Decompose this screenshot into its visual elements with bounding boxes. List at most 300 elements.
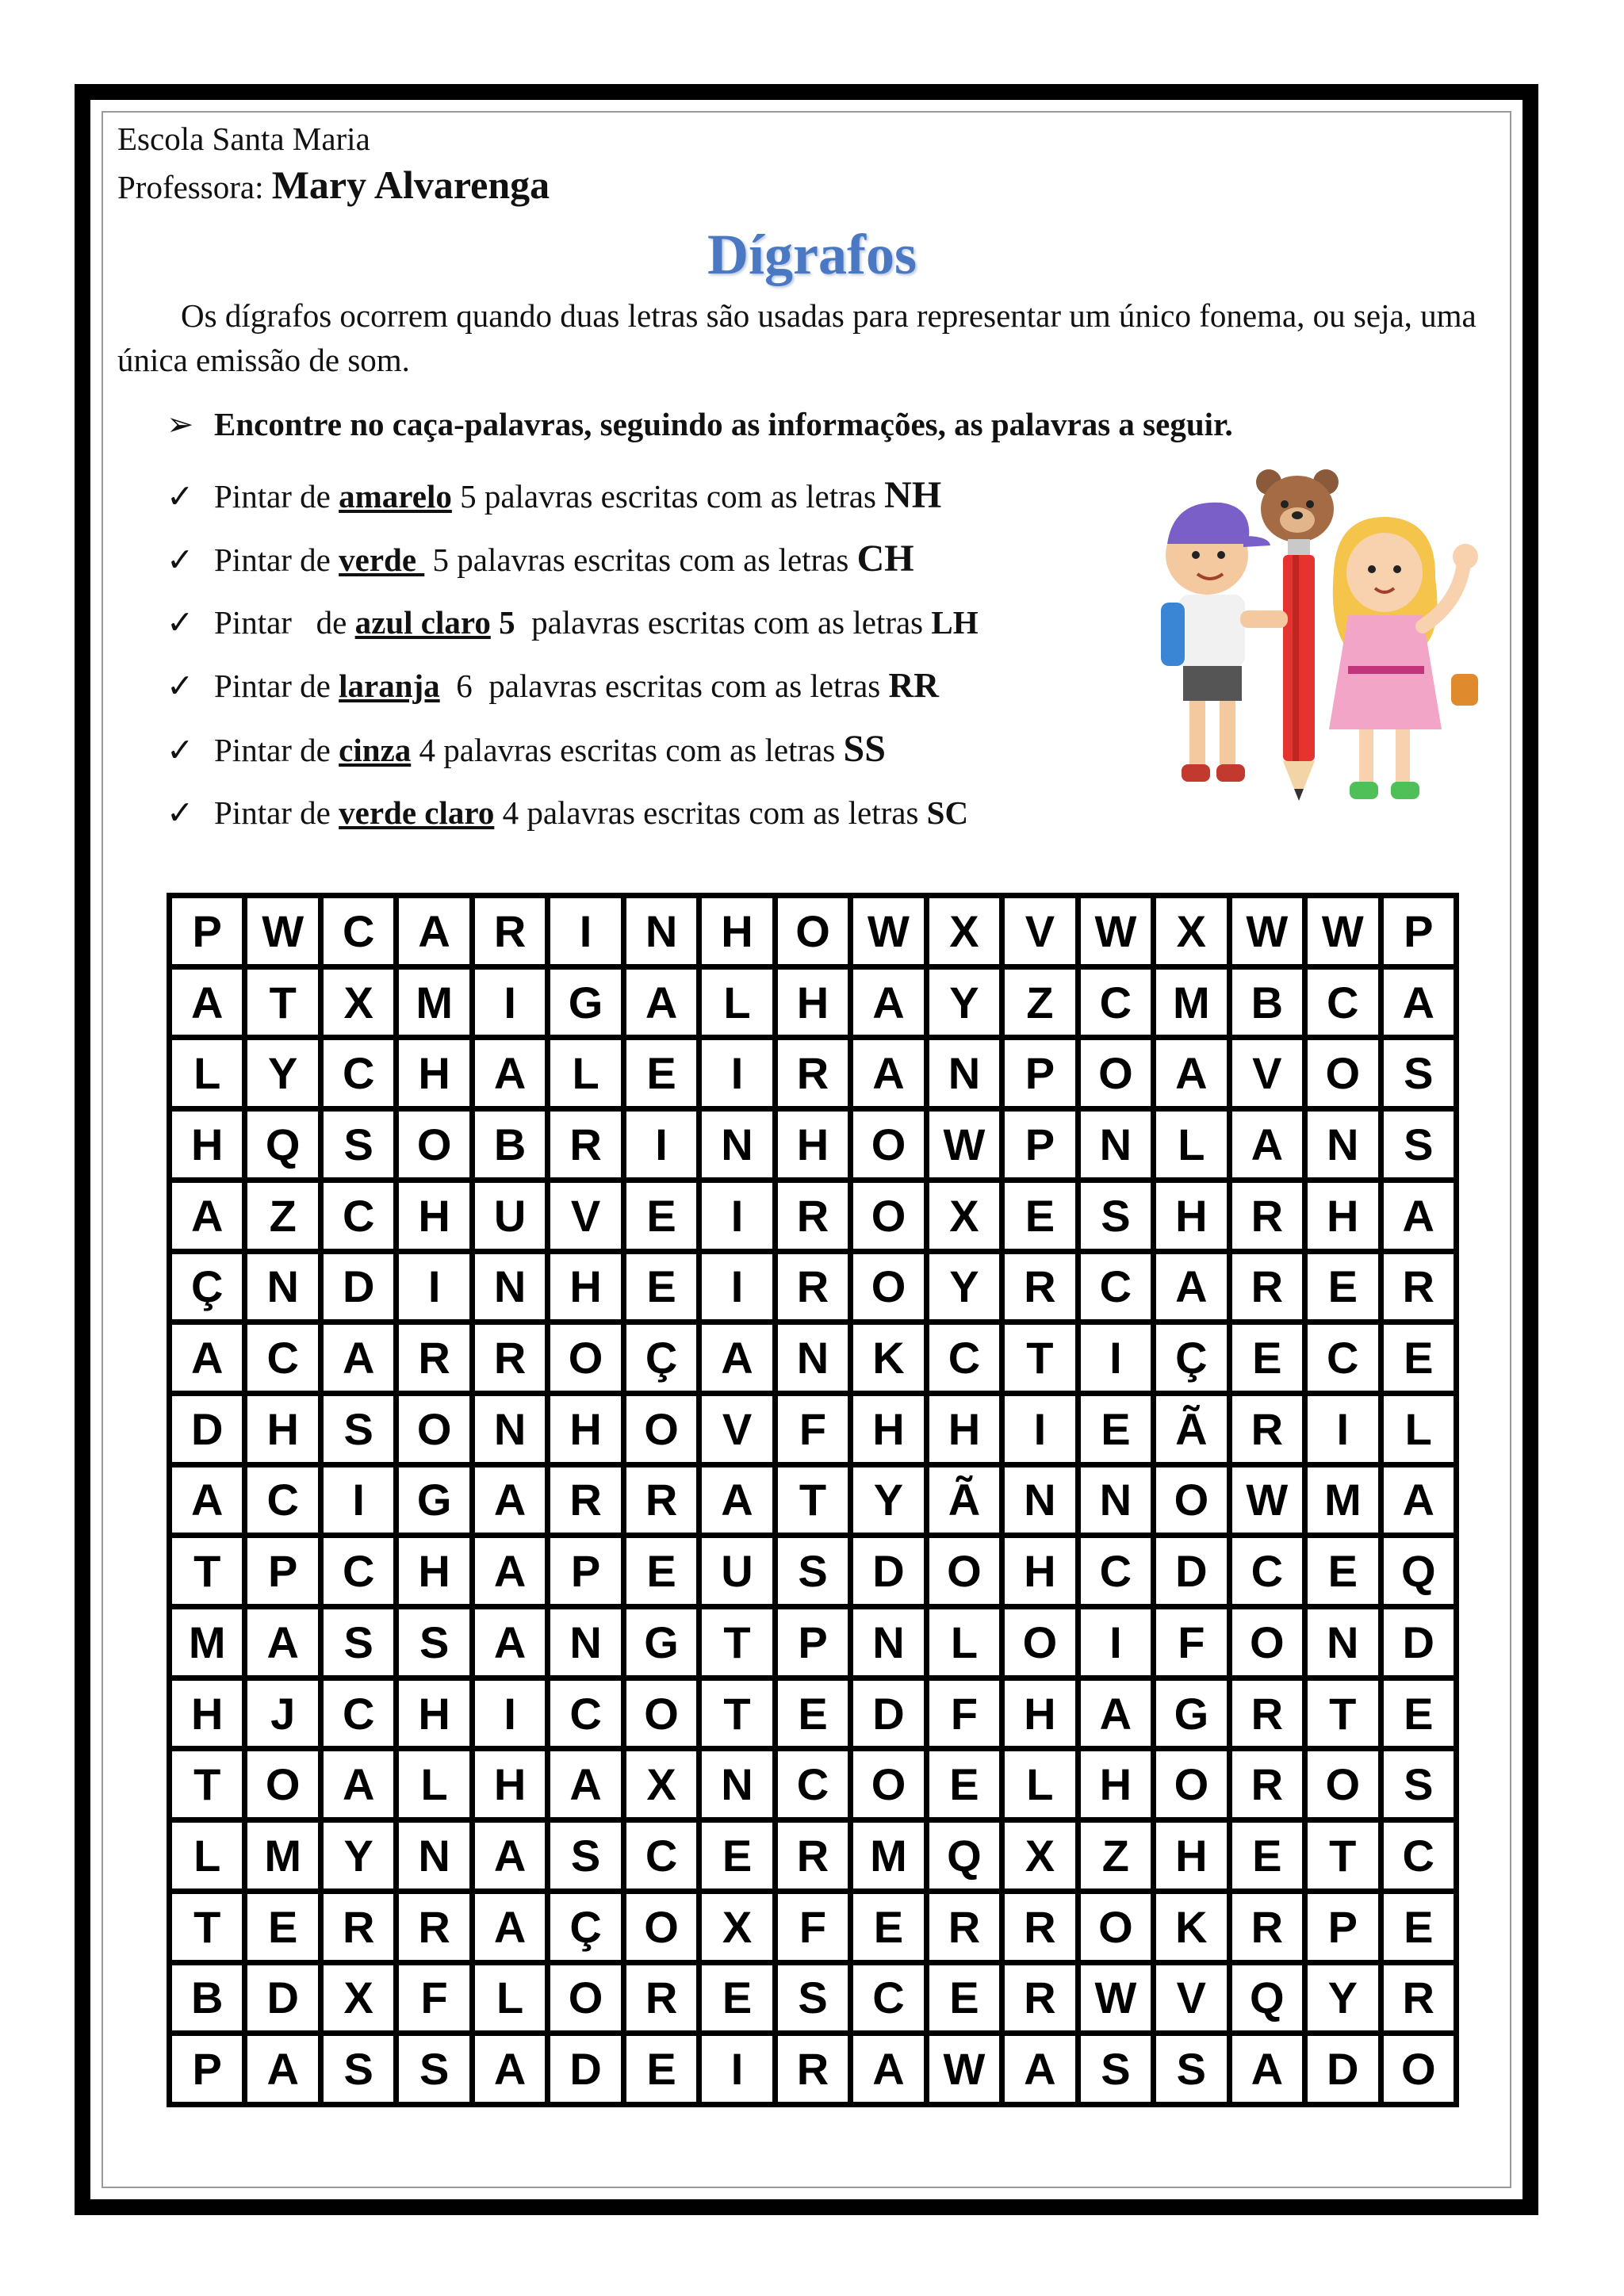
grid-cell[interactable]: O <box>1232 1609 1302 1675</box>
grid-cell[interactable]: F <box>1156 1609 1226 1675</box>
grid-cell[interactable]: E <box>1081 1396 1151 1462</box>
grid-cell[interactable]: H <box>399 1040 469 1106</box>
grid-cell[interactable]: P <box>247 1538 317 1604</box>
grid-cell[interactable]: V <box>1005 898 1074 964</box>
teacher-label: Professora: <box>117 169 264 205</box>
grid-cell[interactable]: R <box>324 1894 393 1960</box>
grid-cell[interactable]: A <box>324 1751 393 1817</box>
grid-cell[interactable]: R <box>778 1040 848 1106</box>
grid-cell[interactable]: Ç <box>172 1254 242 1320</box>
grid-cell[interactable]: R <box>1384 1965 1454 2031</box>
grid-cell[interactable]: R <box>1232 1894 1302 1960</box>
grid-cell[interactable]: L <box>1005 1751 1074 1817</box>
grid-cell[interactable]: H <box>1005 1681 1074 1747</box>
grid-cell[interactable]: Y <box>247 1040 317 1106</box>
grid-cell[interactable]: H <box>778 1112 848 1177</box>
grid-cell[interactable]: E <box>1308 1538 1377 1604</box>
grid-cell[interactable]: I <box>1081 1325 1151 1391</box>
grid-cell[interactable]: E <box>1384 1325 1454 1391</box>
grid-cell[interactable]: I <box>475 970 545 1035</box>
grid-cell[interactable]: N <box>475 1254 545 1320</box>
grid-cell[interactable]: R <box>1232 1396 1302 1462</box>
grid-cell[interactable]: T <box>702 1681 772 1747</box>
grid-cell[interactable]: Y <box>853 1468 923 1533</box>
checkmark-icon: ✓ <box>167 731 194 769</box>
grid-cell[interactable]: C <box>1081 970 1151 1035</box>
grid-cell[interactable]: B <box>1232 970 1302 1035</box>
grid-cell[interactable]: T <box>1005 1325 1074 1391</box>
grid-cell[interactable]: M <box>853 1823 923 1888</box>
grid-cell[interactable]: I <box>702 1254 772 1320</box>
grid-cell[interactable]: R <box>399 1894 469 1960</box>
grid-cell[interactable]: S <box>1156 2036 1226 2102</box>
grid-cell[interactable]: X <box>1156 898 1226 964</box>
grid-cell[interactable]: W <box>929 2036 999 2102</box>
grid-cell[interactable]: H <box>172 1681 242 1747</box>
grid-cell[interactable]: H <box>1156 1823 1226 1888</box>
grid-cell[interactable]: R <box>1005 1254 1074 1320</box>
grid-cell[interactable]: S <box>1081 1183 1151 1249</box>
grid-cell[interactable]: W <box>853 898 923 964</box>
grid-cell[interactable]: A <box>1081 1681 1151 1747</box>
grid-cell[interactable]: R <box>475 898 545 964</box>
task-middle: 6 palavras escritas com as letras <box>439 668 889 704</box>
grid-cell[interactable]: A <box>172 1468 242 1533</box>
grid-cell[interactable]: O <box>929 1538 999 1604</box>
grid-cell[interactable]: C <box>1384 1823 1454 1888</box>
grid-cell[interactable]: S <box>1081 2036 1151 2102</box>
grid-cell[interactable]: X <box>324 970 393 1035</box>
grid-cell[interactable]: M <box>1156 970 1226 1035</box>
grid-cell[interactable]: T <box>247 970 317 1035</box>
task-list <box>167 464 979 844</box>
grid-cell[interactable]: A <box>702 1325 772 1391</box>
grid-cell[interactable]: N <box>1308 1112 1377 1177</box>
grid-cell[interactable]: H <box>778 970 848 1035</box>
grid-cell[interactable]: S <box>1384 1751 1454 1817</box>
grid-cell[interactable]: T <box>1308 1681 1377 1747</box>
grid-cell[interactable]: P <box>1005 1040 1074 1106</box>
grid-cell[interactable]: N <box>702 1112 772 1177</box>
grid-cell[interactable]: G <box>626 1609 696 1675</box>
grid-cell[interactable]: I <box>399 1254 469 1320</box>
grid-cell[interactable]: I <box>1081 1609 1151 1675</box>
grid-cell[interactable]: O <box>1308 1040 1377 1106</box>
grid-cell[interactable]: O <box>853 1183 923 1249</box>
grid-cell[interactable]: E <box>702 1965 772 2031</box>
grid-cell[interactable]: R <box>550 1112 620 1177</box>
grid-cell[interactable]: Q <box>1384 1538 1454 1604</box>
grid-cell[interactable]: R <box>1005 1894 1074 1960</box>
instruction-text: Encontre no caça-palavras, seguindo as informações, as palavras a seguir. <box>214 406 1233 442</box>
grid-cell[interactable]: H <box>399 1538 469 1604</box>
grid-cell[interactable]: A <box>853 1040 923 1106</box>
grid-cell[interactable]: O <box>399 1112 469 1177</box>
grid-cell[interactable]: F <box>929 1681 999 1747</box>
grid-cell[interactable]: M <box>399 970 469 1035</box>
grid-cell[interactable]: N <box>702 1751 772 1817</box>
grid-cell[interactable]: X <box>929 1183 999 1249</box>
grid-cell[interactable]: N <box>929 1040 999 1106</box>
grid-cell[interactable]: A <box>475 1823 545 1888</box>
grid-cell[interactable]: A <box>172 970 242 1035</box>
grid-cell[interactable]: P <box>1005 1112 1074 1177</box>
grid-cell[interactable]: I <box>702 2036 772 2102</box>
grid-cell[interactable]: A <box>1156 1254 1226 1320</box>
grid-cell[interactable]: T <box>778 1468 848 1533</box>
grid-cell[interactable]: N <box>853 1609 923 1675</box>
grid-cell[interactable]: E <box>626 1538 696 1604</box>
grid-cell[interactable]: H <box>399 1183 469 1249</box>
grid-cell[interactable]: O <box>853 1751 923 1817</box>
grid-cell[interactable]: T <box>172 1894 242 1960</box>
grid-cell[interactable]: N <box>1081 1112 1151 1177</box>
grid-cell[interactable]: O <box>853 1112 923 1177</box>
grid-cell[interactable]: G <box>1156 1681 1226 1747</box>
task-prefix: Pintar de <box>214 794 339 831</box>
checkmark-icon: ✓ <box>167 667 194 705</box>
grid-cell[interactable]: S <box>1384 1112 1454 1177</box>
grid-cell[interactable]: C <box>1308 970 1377 1035</box>
grid-cell[interactable]: L <box>172 1040 242 1106</box>
grid-cell[interactable]: C <box>324 898 393 964</box>
grid-cell[interactable]: A <box>1232 1112 1302 1177</box>
grid-cell[interactable]: I <box>702 1040 772 1106</box>
grid-cell[interactable]: R <box>626 1468 696 1533</box>
grid-cell[interactable]: H <box>702 898 772 964</box>
grid-cell[interactable]: M <box>1308 1468 1377 1533</box>
grid-cell[interactable]: S <box>399 2036 469 2102</box>
grid-cell[interactable]: A <box>475 1609 545 1675</box>
grid-cell[interactable]: N <box>399 1823 469 1888</box>
grid-cell[interactable]: Ã <box>1156 1396 1226 1462</box>
grid-cell[interactable]: O <box>1308 1751 1377 1817</box>
grid-cell[interactable]: E <box>853 1894 923 1960</box>
grid-cell[interactable]: O <box>550 1325 620 1391</box>
grid-cell[interactable]: S <box>550 1823 620 1888</box>
grid-cell[interactable]: N <box>1005 1468 1074 1533</box>
grid-cell[interactable]: W <box>929 1112 999 1177</box>
grid-cell[interactable]: D <box>853 1538 923 1604</box>
grid-cell[interactable]: N <box>550 1609 620 1675</box>
grid-cell[interactable]: R <box>929 1894 999 1960</box>
grid-cell[interactable]: A <box>626 970 696 1035</box>
grid-cell[interactable]: R <box>1005 1965 1074 2031</box>
grid-cell[interactable]: Z <box>1005 970 1074 1035</box>
grid-cell[interactable]: P <box>172 2036 242 2102</box>
grid-cell[interactable]: R <box>1232 1183 1302 1249</box>
grid-cell[interactable]: A <box>475 1538 545 1604</box>
grid-cell[interactable]: Ç <box>1156 1325 1226 1391</box>
grid-cell[interactable]: I <box>324 1468 393 1533</box>
arrowhead-bullet-icon: ➢ <box>167 405 194 443</box>
grid-cell[interactable]: N <box>778 1325 848 1391</box>
grid-cell[interactable]: L <box>550 1040 620 1106</box>
grid-cell[interactable]: R <box>778 1183 848 1249</box>
grid-cell[interactable]: D <box>853 1681 923 1747</box>
grid-cell[interactable]: A <box>1384 1468 1454 1533</box>
grid-cell[interactable]: C <box>324 1538 393 1604</box>
grid-cell[interactable]: C <box>324 1040 393 1106</box>
grid-cell[interactable]: P <box>550 1538 620 1604</box>
grid-cell[interactable]: H <box>247 1396 317 1462</box>
grid-cell[interactable]: Q <box>247 1112 317 1177</box>
grid-cell[interactable]: C <box>1081 1254 1151 1320</box>
grid-cell[interactable]: K <box>853 1325 923 1391</box>
grid-cell[interactable]: I <box>702 1183 772 1249</box>
grid-cell[interactable]: K <box>1156 1894 1226 1960</box>
grid-cell[interactable]: A <box>1384 970 1454 1035</box>
grid-cell[interactable]: P <box>1308 1894 1377 1960</box>
grid-cell[interactable]: Q <box>1232 1965 1302 2031</box>
grid-cell[interactable]: H <box>399 1681 469 1747</box>
grid-cell[interactable]: W <box>1232 1468 1302 1533</box>
grid-cell[interactable]: I <box>475 1681 545 1747</box>
grid-cell[interactable]: C <box>247 1468 317 1533</box>
grid-cell[interactable]: R <box>778 2036 848 2102</box>
grid-cell[interactable]: C <box>550 1681 620 1747</box>
grid-cell[interactable]: C <box>778 1751 848 1817</box>
grid-cell[interactable]: L <box>399 1751 469 1817</box>
grid-cell[interactable]: O <box>626 1396 696 1462</box>
grid-cell[interactable]: H <box>550 1396 620 1462</box>
grid-cell[interactable]: D <box>324 1254 393 1320</box>
grid-cell[interactable]: Ç <box>626 1325 696 1391</box>
grid-cell[interactable]: R <box>399 1325 469 1391</box>
grid-cell[interactable]: P <box>172 898 242 964</box>
grid-cell[interactable]: W <box>1081 1965 1151 2031</box>
grid-cell[interactable]: C <box>929 1325 999 1391</box>
grid-cell[interactable]: Z <box>1081 1823 1151 1888</box>
grid-cell[interactable]: W <box>1232 898 1302 964</box>
grid-cell[interactable]: L <box>929 1609 999 1675</box>
grid-cell[interactable]: C <box>1232 1538 1302 1604</box>
grid-cell[interactable]: P <box>1384 898 1454 964</box>
grid-cell[interactable]: F <box>778 1894 848 1960</box>
grid-cell[interactable]: R <box>778 1823 848 1888</box>
grid-cell[interactable]: Y <box>929 970 999 1035</box>
grid-cell[interactable]: L <box>1384 1396 1454 1462</box>
grid-cell[interactable]: A <box>853 2036 923 2102</box>
grid-cell[interactable]: A <box>475 1040 545 1106</box>
grid-cell[interactable]: S <box>324 1396 393 1462</box>
grid-cell[interactable]: Q <box>929 1823 999 1888</box>
grid-cell[interactable]: E <box>1384 1681 1454 1747</box>
grid-cell[interactable]: A <box>324 1325 393 1391</box>
grid-cell[interactable]: O <box>1156 1751 1226 1817</box>
grid-cell[interactable]: E <box>778 1681 848 1747</box>
grid-cell[interactable]: H <box>1308 1183 1377 1249</box>
grid-cell[interactable]: O <box>626 1894 696 1960</box>
grid-cell[interactable]: O <box>1384 2036 1454 2102</box>
grid-cell[interactable]: X <box>929 898 999 964</box>
grid-cell[interactable]: C <box>1308 1325 1377 1391</box>
grid-cell[interactable]: A <box>1384 1183 1454 1249</box>
grid-cell[interactable]: O <box>1081 1040 1151 1106</box>
grid-cell[interactable]: E <box>929 1965 999 2031</box>
grid-cell[interactable]: C <box>247 1325 317 1391</box>
grid-cell[interactable]: A <box>853 970 923 1035</box>
grid-cell[interactable]: E <box>1384 1894 1454 1960</box>
grid-cell[interactable]: O <box>853 1254 923 1320</box>
grid-cell[interactable]: T <box>172 1751 242 1817</box>
grid-cell[interactable]: O <box>1005 1609 1074 1675</box>
grid-cell[interactable]: A <box>172 1183 242 1249</box>
teacher-line <box>117 163 550 209</box>
grid-cell[interactable]: A <box>1232 2036 1302 2102</box>
grid-cell[interactable]: P <box>778 1609 848 1675</box>
grid-cell[interactable]: A <box>550 1751 620 1817</box>
grid-cell[interactable]: S <box>778 1965 848 2031</box>
grid-cell[interactable]: O <box>550 1965 620 2031</box>
grid-cell[interactable]: V <box>1232 1040 1302 1106</box>
grid-cell[interactable]: A <box>399 898 469 964</box>
grid-cell[interactable]: J <box>247 1681 317 1747</box>
grid-cell[interactable]: C <box>853 1965 923 2031</box>
grid-cell[interactable]: V <box>702 1396 772 1462</box>
grid-cell[interactable]: L <box>1156 1112 1226 1177</box>
grid-cell[interactable]: O <box>1081 1894 1151 1960</box>
grid-cell[interactable]: I <box>626 1112 696 1177</box>
grid-cell[interactable]: G <box>399 1468 469 1533</box>
grid-cell[interactable]: D <box>1156 1538 1226 1604</box>
grid-cell[interactable]: L <box>172 1823 242 1888</box>
task-middle: palavras escritas com as letras <box>515 604 932 641</box>
grid-cell[interactable]: C <box>626 1823 696 1888</box>
grid-cell[interactable]: D <box>172 1396 242 1462</box>
grid-cell[interactable]: A <box>475 1894 545 1960</box>
grid-cell[interactable]: E <box>1232 1325 1302 1391</box>
grid-cell[interactable]: M <box>247 1823 317 1888</box>
grid-cell[interactable]: D <box>550 2036 620 2102</box>
grid-cell[interactable]: E <box>626 1254 696 1320</box>
grid-cell[interactable]: O <box>247 1751 317 1817</box>
grid-cell[interactable]: R <box>1232 1681 1302 1747</box>
grid-cell[interactable]: A <box>172 1325 242 1391</box>
grid-cell[interactable]: D <box>247 1965 317 2031</box>
grid-cell[interactable]: W <box>247 898 317 964</box>
grid-cell[interactable]: A <box>702 1468 772 1533</box>
grid-cell[interactable]: H <box>475 1751 545 1817</box>
grid-cell[interactable]: S <box>399 1609 469 1675</box>
grid-cell[interactable]: O <box>778 898 848 964</box>
grid-cell[interactable]: T <box>702 1609 772 1675</box>
grid-cell[interactable]: L <box>702 970 772 1035</box>
grid-cell[interactable]: E <box>626 2036 696 2102</box>
grid-cell[interactable]: B <box>172 1965 242 2031</box>
grid-cell[interactable]: U <box>475 1183 545 1249</box>
task-middle: 5 palavras escritas com as letras <box>424 541 857 578</box>
grid-cell[interactable]: S <box>324 1609 393 1675</box>
grid-cell[interactable]: S <box>778 1538 848 1604</box>
grid-cell[interactable]: I <box>550 898 620 964</box>
grid-cell[interactable]: A <box>475 1468 545 1533</box>
grid-cell[interactable]: W <box>1081 898 1151 964</box>
grid-cell[interactable]: E <box>929 1751 999 1817</box>
grid-cell[interactable]: C <box>324 1681 393 1747</box>
grid-cell[interactable]: E <box>626 1183 696 1249</box>
grid-cell[interactable]: D <box>1384 1609 1454 1675</box>
grid-cell[interactable]: E <box>1232 1823 1302 1888</box>
grid-cell[interactable]: Ç <box>550 1894 620 1960</box>
grid-cell[interactable]: H <box>1005 1538 1074 1604</box>
grid-cell[interactable]: O <box>1156 1468 1226 1533</box>
grid-cell[interactable]: A <box>247 1609 317 1675</box>
grid-cell[interactable]: R <box>626 1965 696 2031</box>
grid-cell[interactable]: F <box>399 1965 469 2031</box>
grid-cell[interactable]: R <box>550 1468 620 1533</box>
grid-cell[interactable]: Y <box>1308 1965 1377 2031</box>
grid-cell[interactable]: N <box>626 898 696 964</box>
grid-cell[interactable]: H <box>1156 1183 1226 1249</box>
grid-cell[interactable]: H <box>172 1112 242 1177</box>
grid-cell[interactable]: R <box>475 1325 545 1391</box>
grid-cell[interactable]: B <box>475 1112 545 1177</box>
grid-cell[interactable]: R <box>1384 1254 1454 1320</box>
grid-cell[interactable]: I <box>1005 1396 1074 1462</box>
grid-cell[interactable]: Ã <box>929 1468 999 1533</box>
grid-cell[interactable]: H <box>929 1396 999 1462</box>
grid-cell[interactable]: W <box>1308 898 1377 964</box>
grid-cell[interactable]: T <box>1308 1823 1377 1888</box>
grid-cell[interactable]: Z <box>247 1183 317 1249</box>
grid-cell[interactable]: V <box>550 1183 620 1249</box>
grid-cell[interactable]: Y <box>929 1254 999 1320</box>
grid-cell[interactable]: C <box>1081 1538 1151 1604</box>
grid-cell[interactable]: H <box>550 1254 620 1320</box>
grid-cell[interactable]: R <box>1232 1254 1302 1320</box>
grid-cell[interactable]: E <box>702 1823 772 1888</box>
grid-cell[interactable]: V <box>1156 1965 1226 2031</box>
grid-cell[interactable]: A <box>1156 1040 1226 1106</box>
grid-cell[interactable]: H <box>853 1396 923 1462</box>
grid-cell[interactable]: D <box>1308 2036 1377 2102</box>
grid-cell[interactable]: A <box>1005 2036 1074 2102</box>
grid-cell[interactable]: H <box>1081 1751 1151 1817</box>
grid-cell[interactable]: Y <box>324 1823 393 1888</box>
grid-cell[interactable]: S <box>324 2036 393 2102</box>
grid-cell[interactable]: A <box>247 2036 317 2102</box>
grid-cell[interactable]: X <box>324 1965 393 2031</box>
grid-cell[interactable]: U <box>702 1538 772 1604</box>
grid-cell[interactable]: N <box>1308 1609 1377 1675</box>
grid-cell[interactable]: O <box>626 1681 696 1747</box>
grid-cell[interactable]: E <box>1308 1254 1377 1320</box>
grid-cell[interactable]: E <box>626 1040 696 1106</box>
grid-cell[interactable]: X <box>702 1894 772 1960</box>
grid-cell[interactable]: O <box>399 1396 469 1462</box>
grid-cell[interactable]: X <box>1005 1823 1074 1888</box>
grid-cell[interactable]: S <box>1384 1040 1454 1106</box>
grid-cell[interactable]: M <box>172 1609 242 1675</box>
grid-cell[interactable]: E <box>1005 1183 1074 1249</box>
grid-cell[interactable]: X <box>626 1751 696 1817</box>
grid-cell[interactable]: N <box>247 1254 317 1320</box>
grid-cell[interactable]: I <box>1308 1396 1377 1462</box>
grid-cell[interactable]: F <box>778 1396 848 1462</box>
grid-cell[interactable]: R <box>1232 1751 1302 1817</box>
grid-cell[interactable]: L <box>475 1965 545 2031</box>
grid-cell[interactable]: T <box>172 1538 242 1604</box>
grid-cell[interactable]: E <box>247 1894 317 1960</box>
grid-cell[interactable]: S <box>324 1112 393 1177</box>
grid-cell[interactable]: A <box>475 2036 545 2102</box>
grid-cell[interactable]: G <box>550 970 620 1035</box>
grid-cell[interactable]: N <box>475 1396 545 1462</box>
grid-cell[interactable]: N <box>1081 1468 1151 1533</box>
grid-cell[interactable]: C <box>324 1183 393 1249</box>
grid-cell[interactable]: R <box>778 1254 848 1320</box>
